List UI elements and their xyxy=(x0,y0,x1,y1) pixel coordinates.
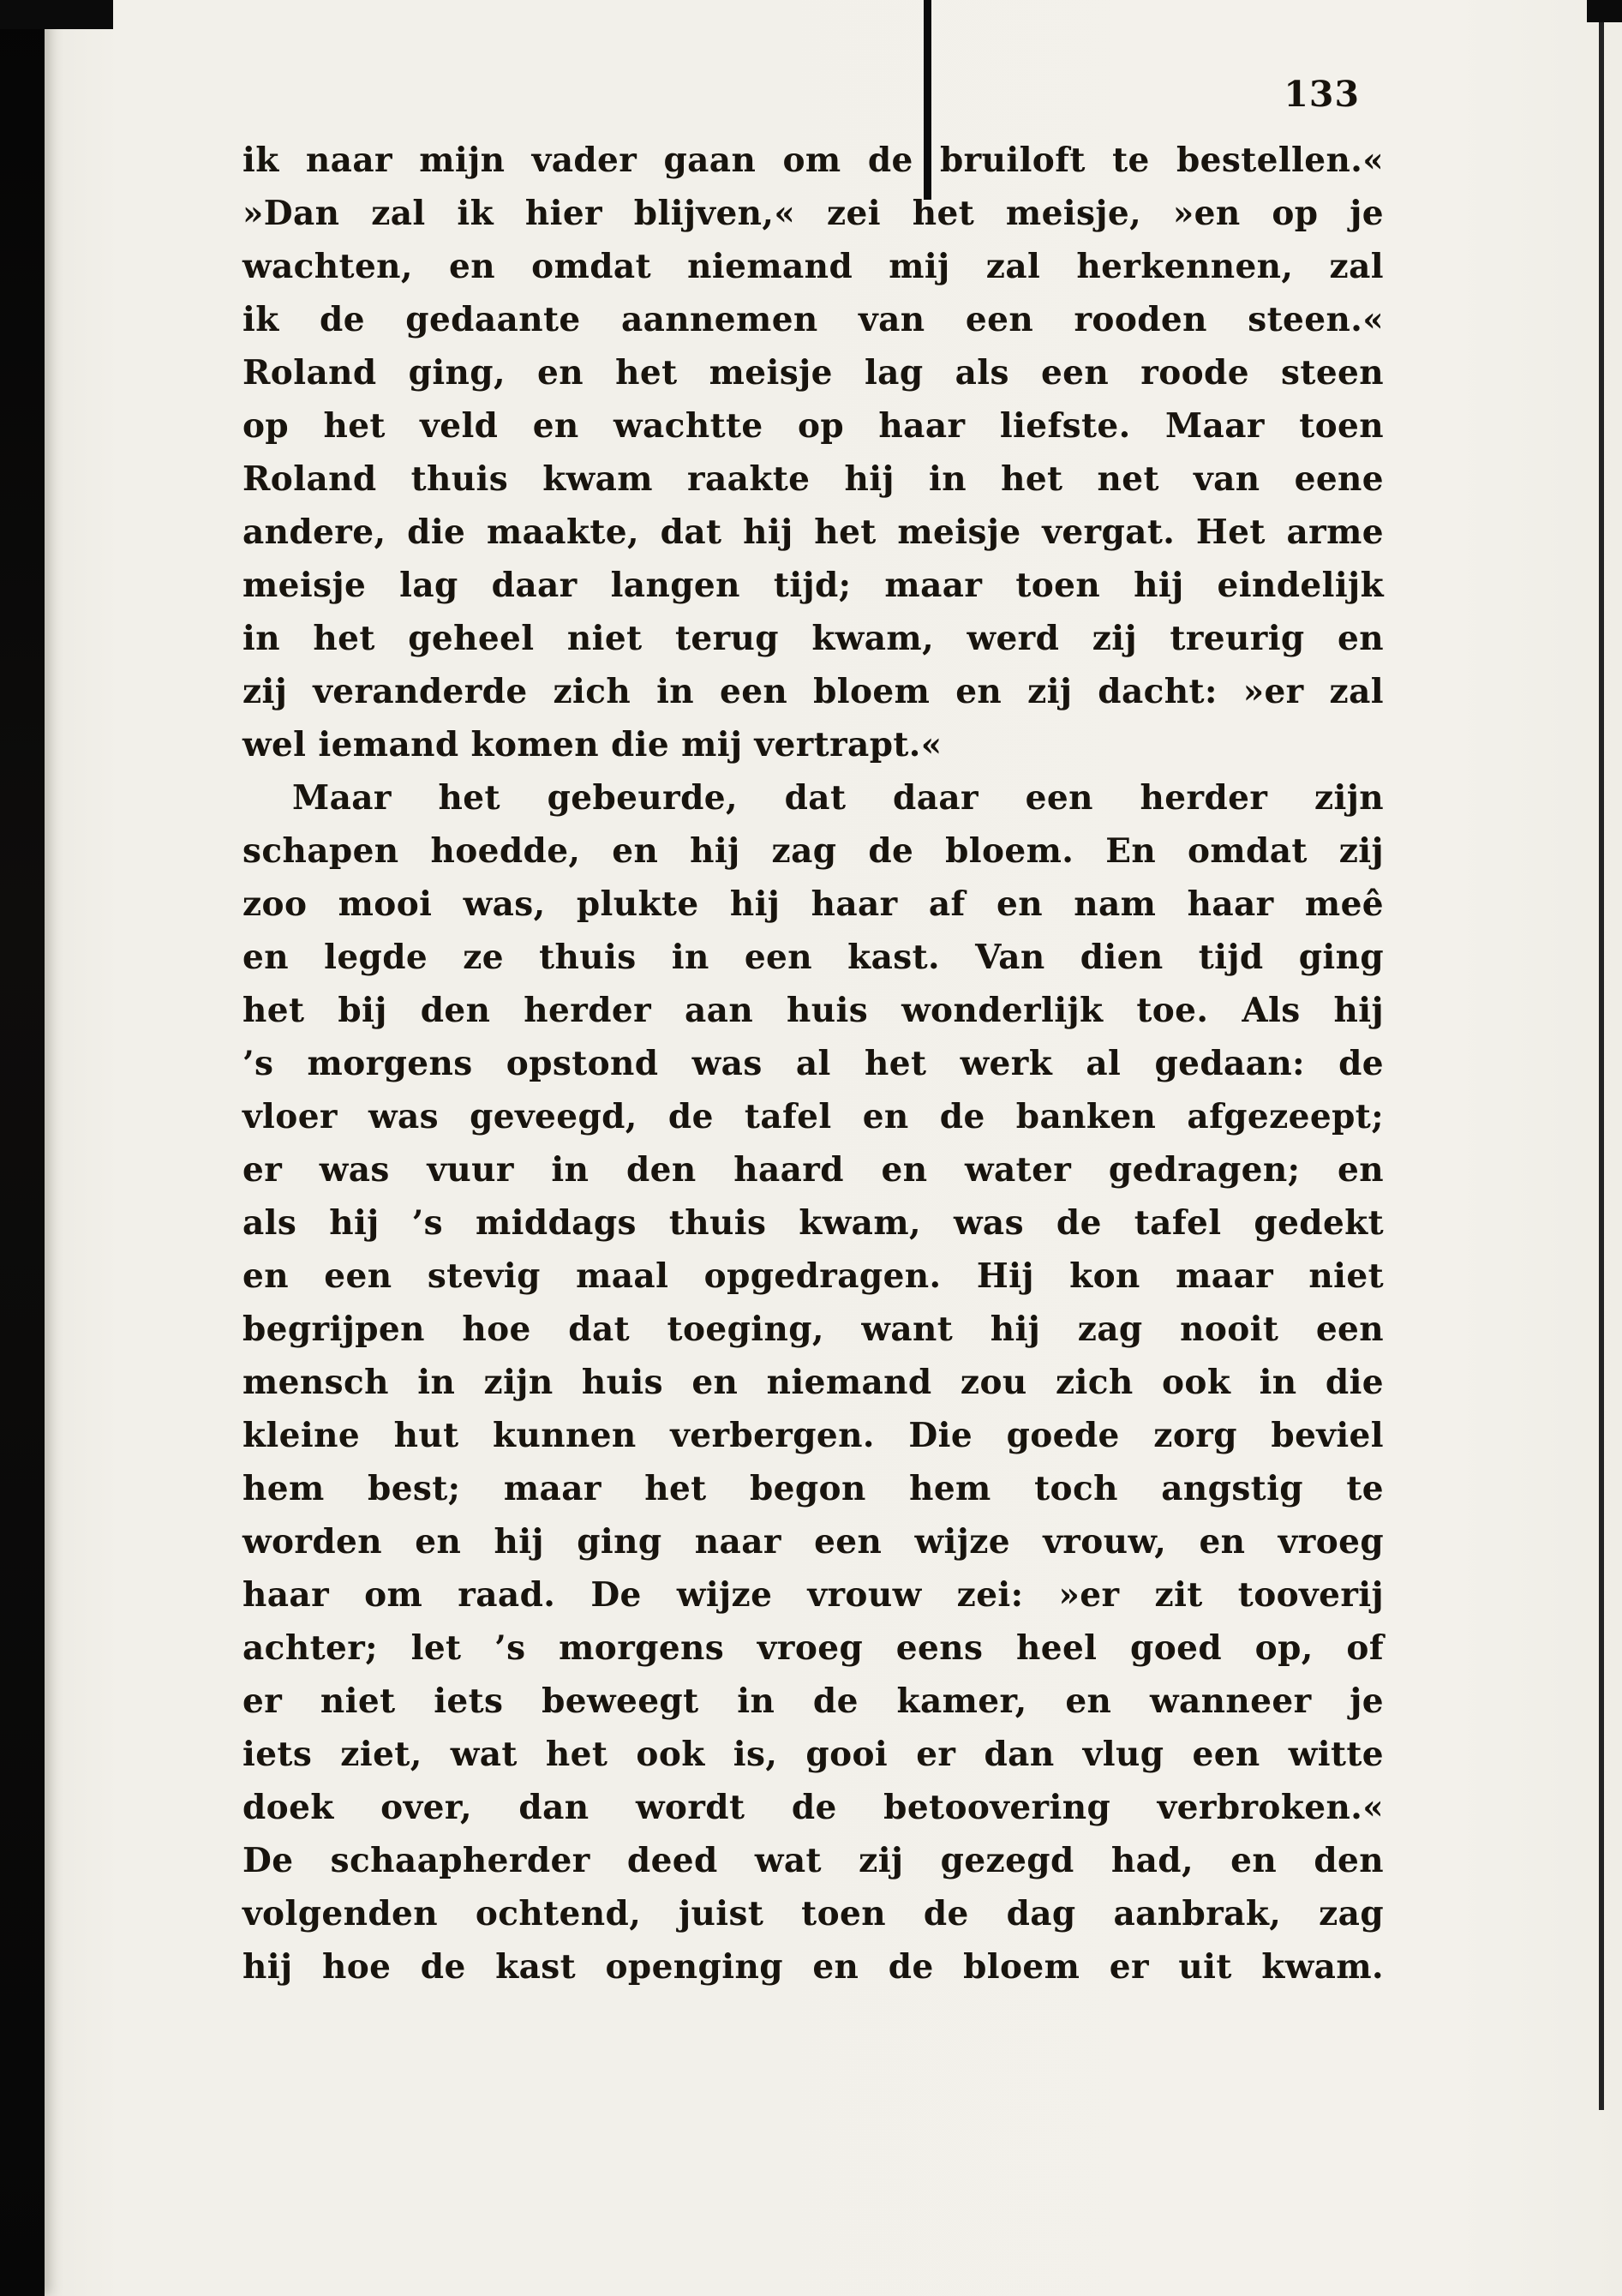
text-line: vloer was geveegd, de tafel en de banken afgezeept; xyxy=(242,1097,1384,1136)
page-number: 133 xyxy=(1284,74,1360,115)
text-line: De schaapherder deed wat zij gezegd had, en den xyxy=(242,1841,1384,1880)
text-line: als hij ’s middags thuis kwam, was de tafel gedekt xyxy=(242,1203,1384,1243)
text-line: Roland ging, en het meisje lag als een roode steen xyxy=(242,353,1384,393)
text-line: »Dan zal ik hier blijven,« zei het meisje, »en op je xyxy=(242,194,1384,233)
text-line: ik de gedaante aannemen van een rooden steen.« xyxy=(242,300,1384,339)
text-line: haar om raad. De wijze vrouw zei: »er zit tooverij xyxy=(242,1575,1384,1615)
text-line: doek over, dan wordt de betoovering verbroken.« xyxy=(242,1788,1384,1827)
text-line: het bij den herder aan huis wonderlijk toe. Als hij xyxy=(242,991,1384,1030)
text-line: in het geheel niet terug kwam, werd zij treurig en xyxy=(242,619,1384,658)
text-line: er niet iets beweegt in de kamer, en wanneer je xyxy=(242,1682,1384,1721)
text-line: op het veld en wachtte op haar liefste. Maar toen xyxy=(242,406,1384,446)
text-line: iets ziet, wat het ook is, gooi er dan vlug een witte xyxy=(242,1735,1384,1774)
scan-corner-mark-top-right xyxy=(1587,0,1622,22)
text-line: volgenden ochtend, juist toen de dag aanbrak, zag xyxy=(242,1894,1384,1933)
text-line: zoo mooi was, plukte hij haar af en nam haar meê xyxy=(242,884,1384,924)
text-line: hij hoe de kast openging en de bloem er uit kwam. xyxy=(242,1947,1384,1987)
text-line: andere, die maakte, dat hij het meisje vergat. Het arme xyxy=(242,513,1384,552)
text-line: kleine hut kunnen verbergen. Die goede zorg beviel xyxy=(242,1416,1384,1455)
text-line: begrijpen hoe dat toeging, want hij zag nooit een xyxy=(242,1310,1384,1349)
text-line: mensch in zijn huis en niemand zou zich ook in die xyxy=(242,1363,1384,1402)
text-line: schapen hoedde, en hij zag de bloem. En omdat zij xyxy=(242,831,1384,871)
text-line: en een stevig maal opgedragen. Hij kon maar niet xyxy=(242,1256,1384,1296)
text-line: Roland thuis kwam raakte hij in het net van eene xyxy=(242,459,1384,499)
text-line: ik naar mijn vader gaan om de bruiloft te bestellen.« xyxy=(242,141,1384,180)
page-text xyxy=(242,134,1384,1993)
text-line: wachten, en omdat niemand mij zal herkennen, zal xyxy=(242,247,1384,286)
text-line: achter; let ’s morgens vroeg eens heel goed op, of xyxy=(242,1628,1384,1668)
text-line: worden en hij ging naar een wijze vrouw, en vroeg xyxy=(242,1522,1384,1562)
scan-page-edge-line xyxy=(1599,0,1604,2110)
scan-corner-mark-top-left xyxy=(0,0,113,29)
text-line: meisje lag daar langen tijd; maar toen hij eindelijk xyxy=(242,566,1384,605)
text-line: er was vuur in den haard en water gedragen; en xyxy=(242,1150,1384,1190)
scan-binding-band xyxy=(0,0,45,2296)
text-line: en legde ze thuis in een kast. Van dien tijd ging xyxy=(242,938,1384,977)
text-line: wel iemand komen die mij vertrapt.« xyxy=(242,725,943,764)
text-line: zij veranderde zich in een bloem en zij dacht: »er zal xyxy=(242,672,1384,711)
text-line: hem best; maar het begon hem toch angstig te xyxy=(242,1469,1384,1508)
text-line: Maar het gebeurde, dat daar een herder zijn xyxy=(292,778,1384,818)
text-line: ’s morgens opstond was al het werk al gedaan: de xyxy=(242,1044,1384,1083)
